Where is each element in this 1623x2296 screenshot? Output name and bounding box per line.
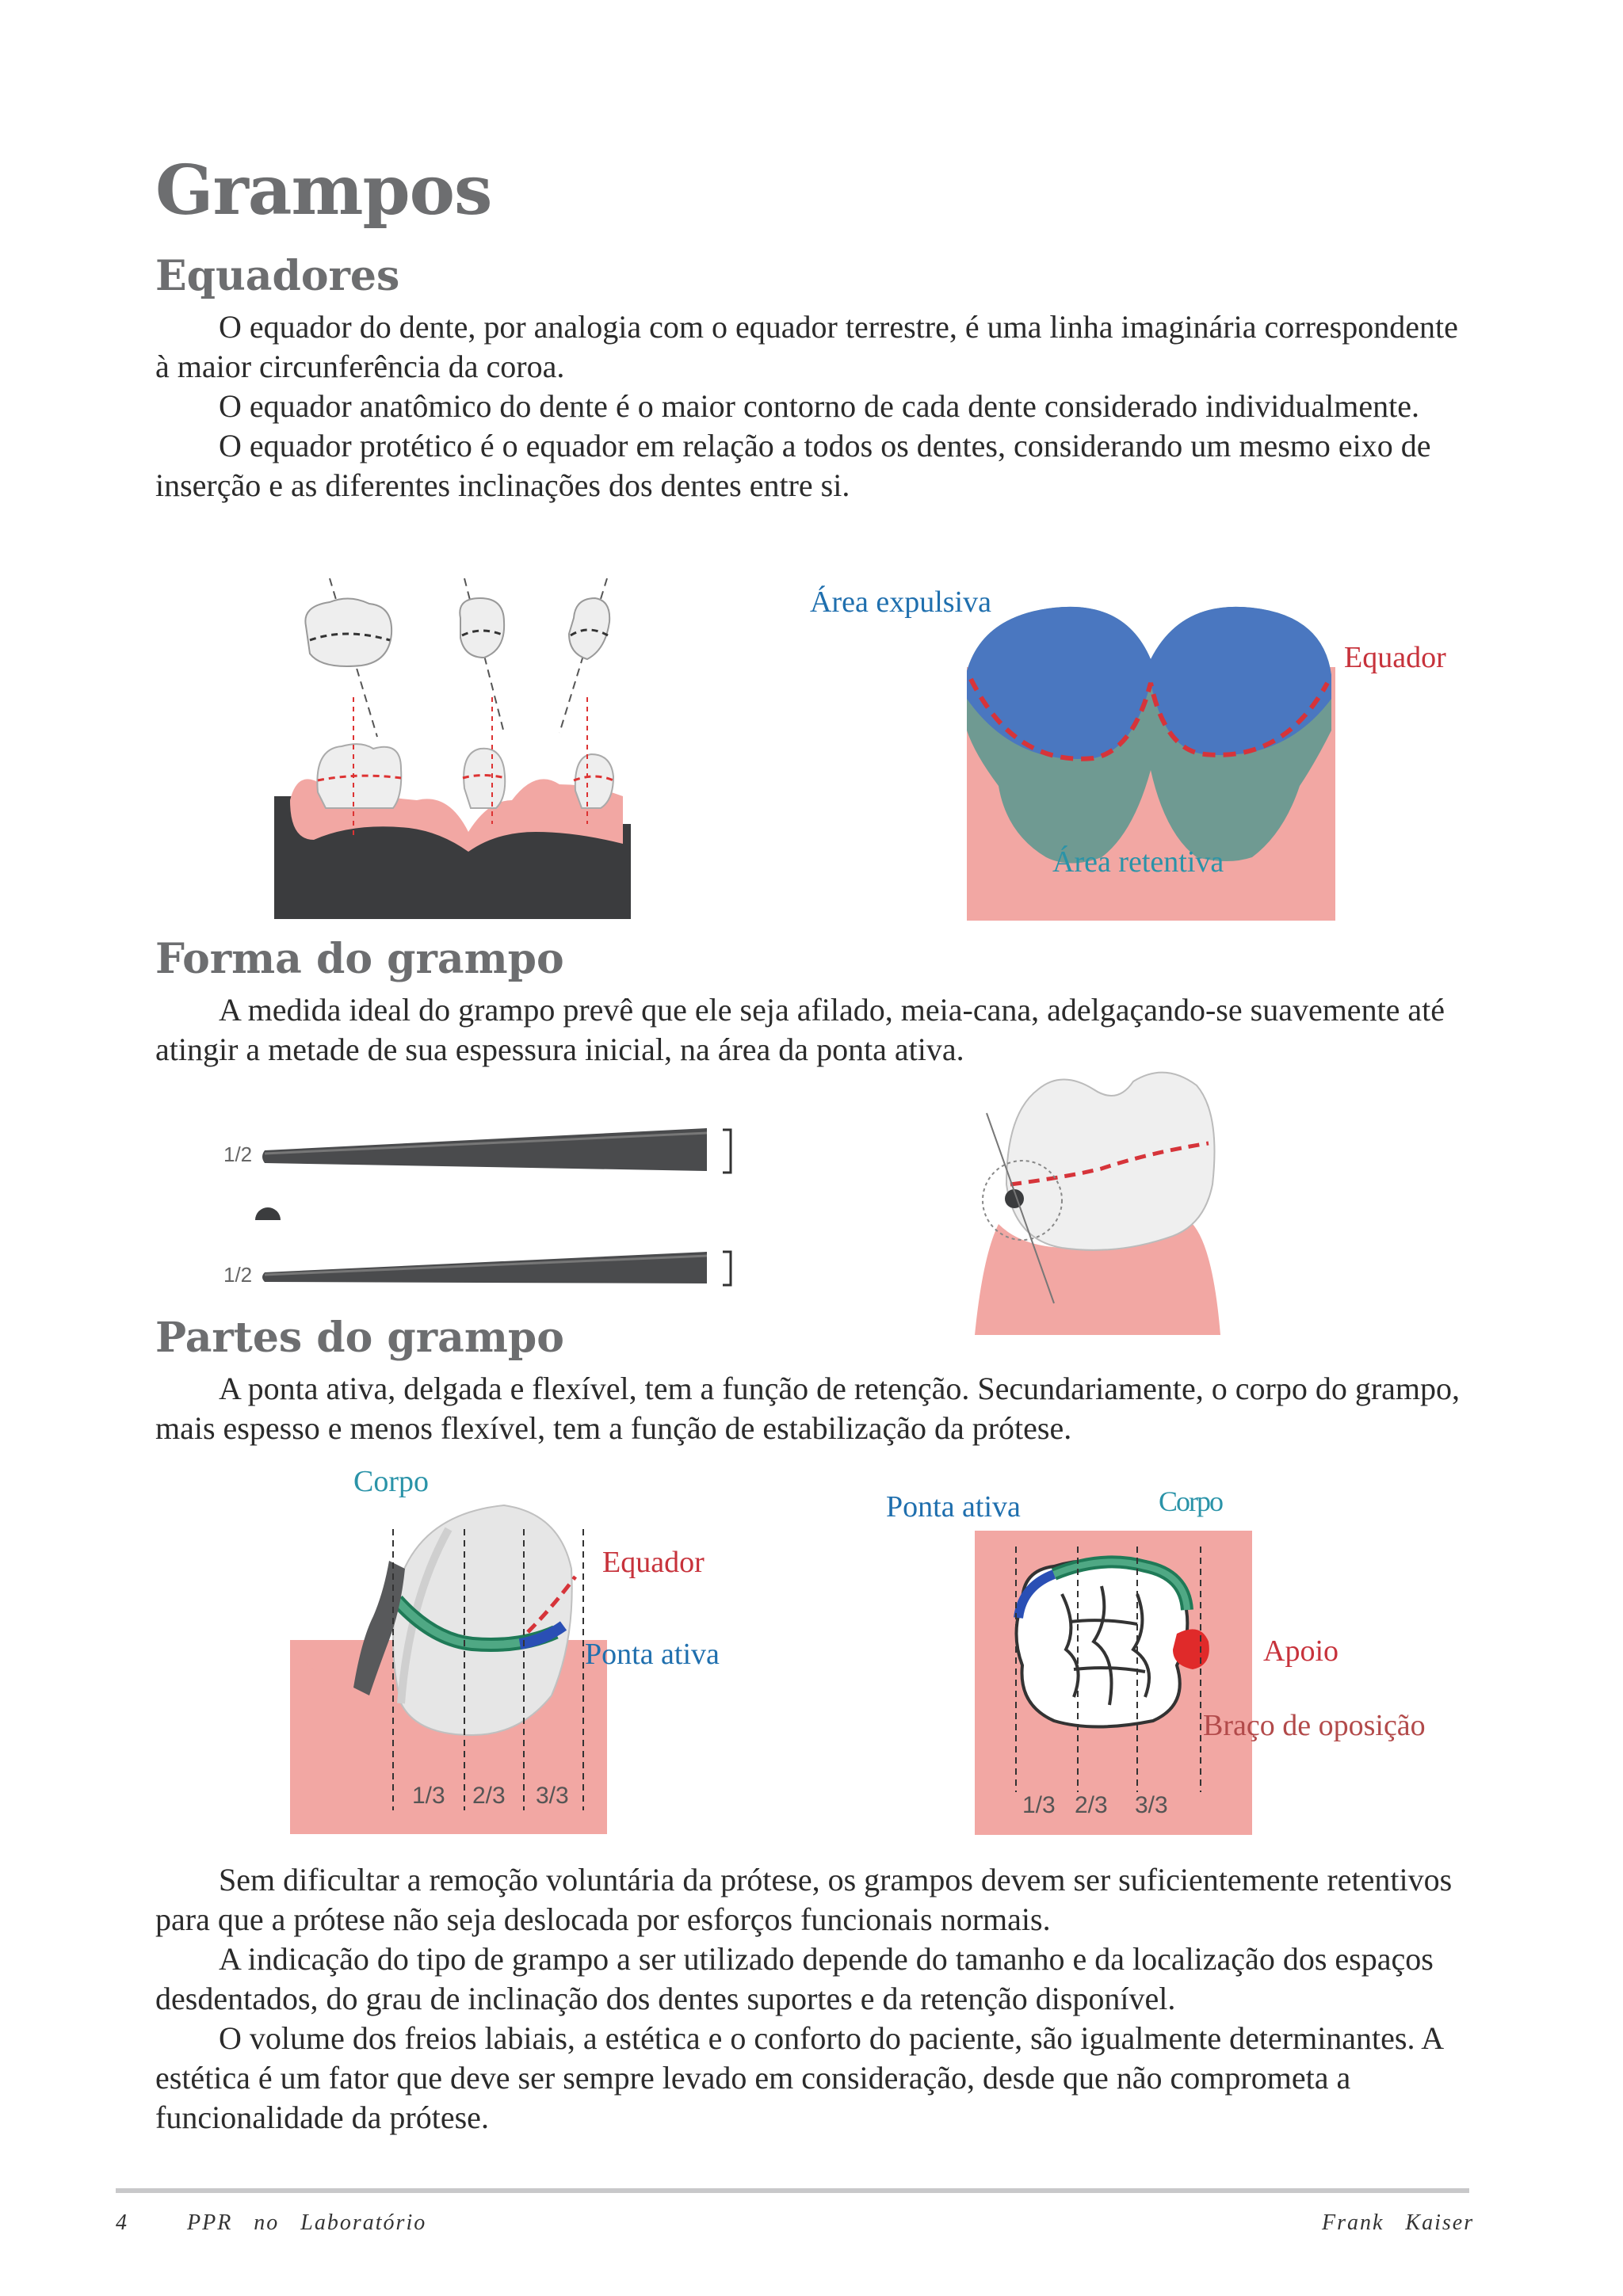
figure-clasp-side-view — [290, 1482, 607, 1834]
section-text-forma — [155, 990, 1471, 1070]
paragraph: O equador protético é o equador em relação a todos os dentes, considerando um mesmo eixo de inserção e as diferentes inclinações dos dentes entre si. — [155, 428, 1431, 503]
footer-book-title: PPR no Laboratório — [187, 2210, 427, 2235]
label-corpo-side: Corpo — [353, 1465, 429, 1498]
figure-clasp-shape — [216, 1109, 754, 1299]
label-third-3-side: 3/3 — [536, 1783, 569, 1809]
label-apoio: Apoio — [1263, 1634, 1338, 1668]
label-half-top: 1/2 — [223, 1142, 253, 1166]
page-title: Grampos — [155, 151, 492, 231]
paragraph: O equador anatômico do dente é o maior contorno de cada dente considerado individualmente. — [219, 388, 1420, 424]
label-half-bottom: 1/2 — [223, 1263, 253, 1287]
label-ponta-ativa-occlusal: Ponta ativa — [886, 1490, 1021, 1524]
clasp-occlusal-illustration — [975, 1531, 1252, 1835]
label-area-expulsiva: Área expulsiva — [810, 585, 991, 619]
paragraph: A ponta ativa, delgada e flexível, tem a função de retenção. Secundariamente, o corpo do grampo, mais espesso e menos flexível, tem a função de estabilização da prótese. — [155, 1371, 1461, 1446]
clasp-on-tooth-illustration — [975, 1066, 1236, 1335]
paragraph: Sem dificultar a remoção voluntária da prótese, os grampos devem ser suficientemente retentivos para que a prótese não seja deslocada por esforços funcionais normais. — [155, 1862, 1453, 1937]
section-heading-equadores: Equadores — [155, 252, 400, 300]
label-braco-oposicao: Braço de oposição — [1203, 1709, 1426, 1742]
figure-prosthetic-equator — [274, 570, 631, 919]
paragraph: A indicação do tipo de grampo a ser utilizado depende do tamanho e da localização dos espaços desdentados, do grau de inclinação dos dentes suportes e da retenção disponível. — [155, 1941, 1434, 2016]
label-equador-side: Equador — [602, 1546, 705, 1579]
label-third-2-side: 2/3 — [472, 1783, 506, 1809]
section-text-equadores — [155, 307, 1471, 505]
section-heading-partes: Partes do grampo — [155, 1314, 564, 1362]
closing-text — [155, 1860, 1471, 2138]
footer-rule — [116, 2188, 1469, 2193]
label-third-1-side: 1/3 — [412, 1783, 445, 1809]
label-corpo-occlusal: Corpo — [1159, 1486, 1222, 1517]
footer-author: Frank Kaiser — [1322, 2210, 1475, 2235]
paragraph: O volume dos freios labiais, a estética e o conforto do paciente, são igualmente determinantes. A estética é um fator que deve ser sempre levado em consideração, desde que não comprometa a funcionalidade da prótese. — [155, 2020, 1442, 2135]
prosthetic-equator-illustration — [274, 570, 631, 919]
figure-clasp-on-tooth — [975, 1066, 1236, 1335]
paragraph: O equador do dente, por analogia com o equador terrestre, é uma linha imaginária correspondente à maior circunferência da coroa. — [155, 309, 1458, 384]
label-area-retentiva: Área retentiva — [1052, 845, 1224, 879]
clasp-taper-illustration — [216, 1109, 754, 1299]
footer-page-number: 4 — [116, 2210, 128, 2235]
figure-clasp-occlusal-view — [975, 1531, 1252, 1835]
label-ponta-ativa-side: Ponta ativa — [585, 1638, 720, 1671]
section-heading-forma: Forma do grampo — [155, 935, 564, 983]
label-equador: Equador — [1344, 641, 1446, 674]
label-third-1-occlusal: 1/3 — [1022, 1792, 1056, 1818]
label-third-2-occlusal: 2/3 — [1075, 1792, 1108, 1818]
paragraph: A medida ideal do grampo prevê que ele seja afilado, meia-cana, adelgaçando-se suavemente até atingir a metade de sua espessura inicial, na área da ponta ativa. — [155, 992, 1445, 1067]
label-third-3-occlusal: 3/3 — [1135, 1792, 1168, 1818]
clasp-side-illustration — [290, 1482, 607, 1834]
section-text-partes — [155, 1369, 1471, 1448]
